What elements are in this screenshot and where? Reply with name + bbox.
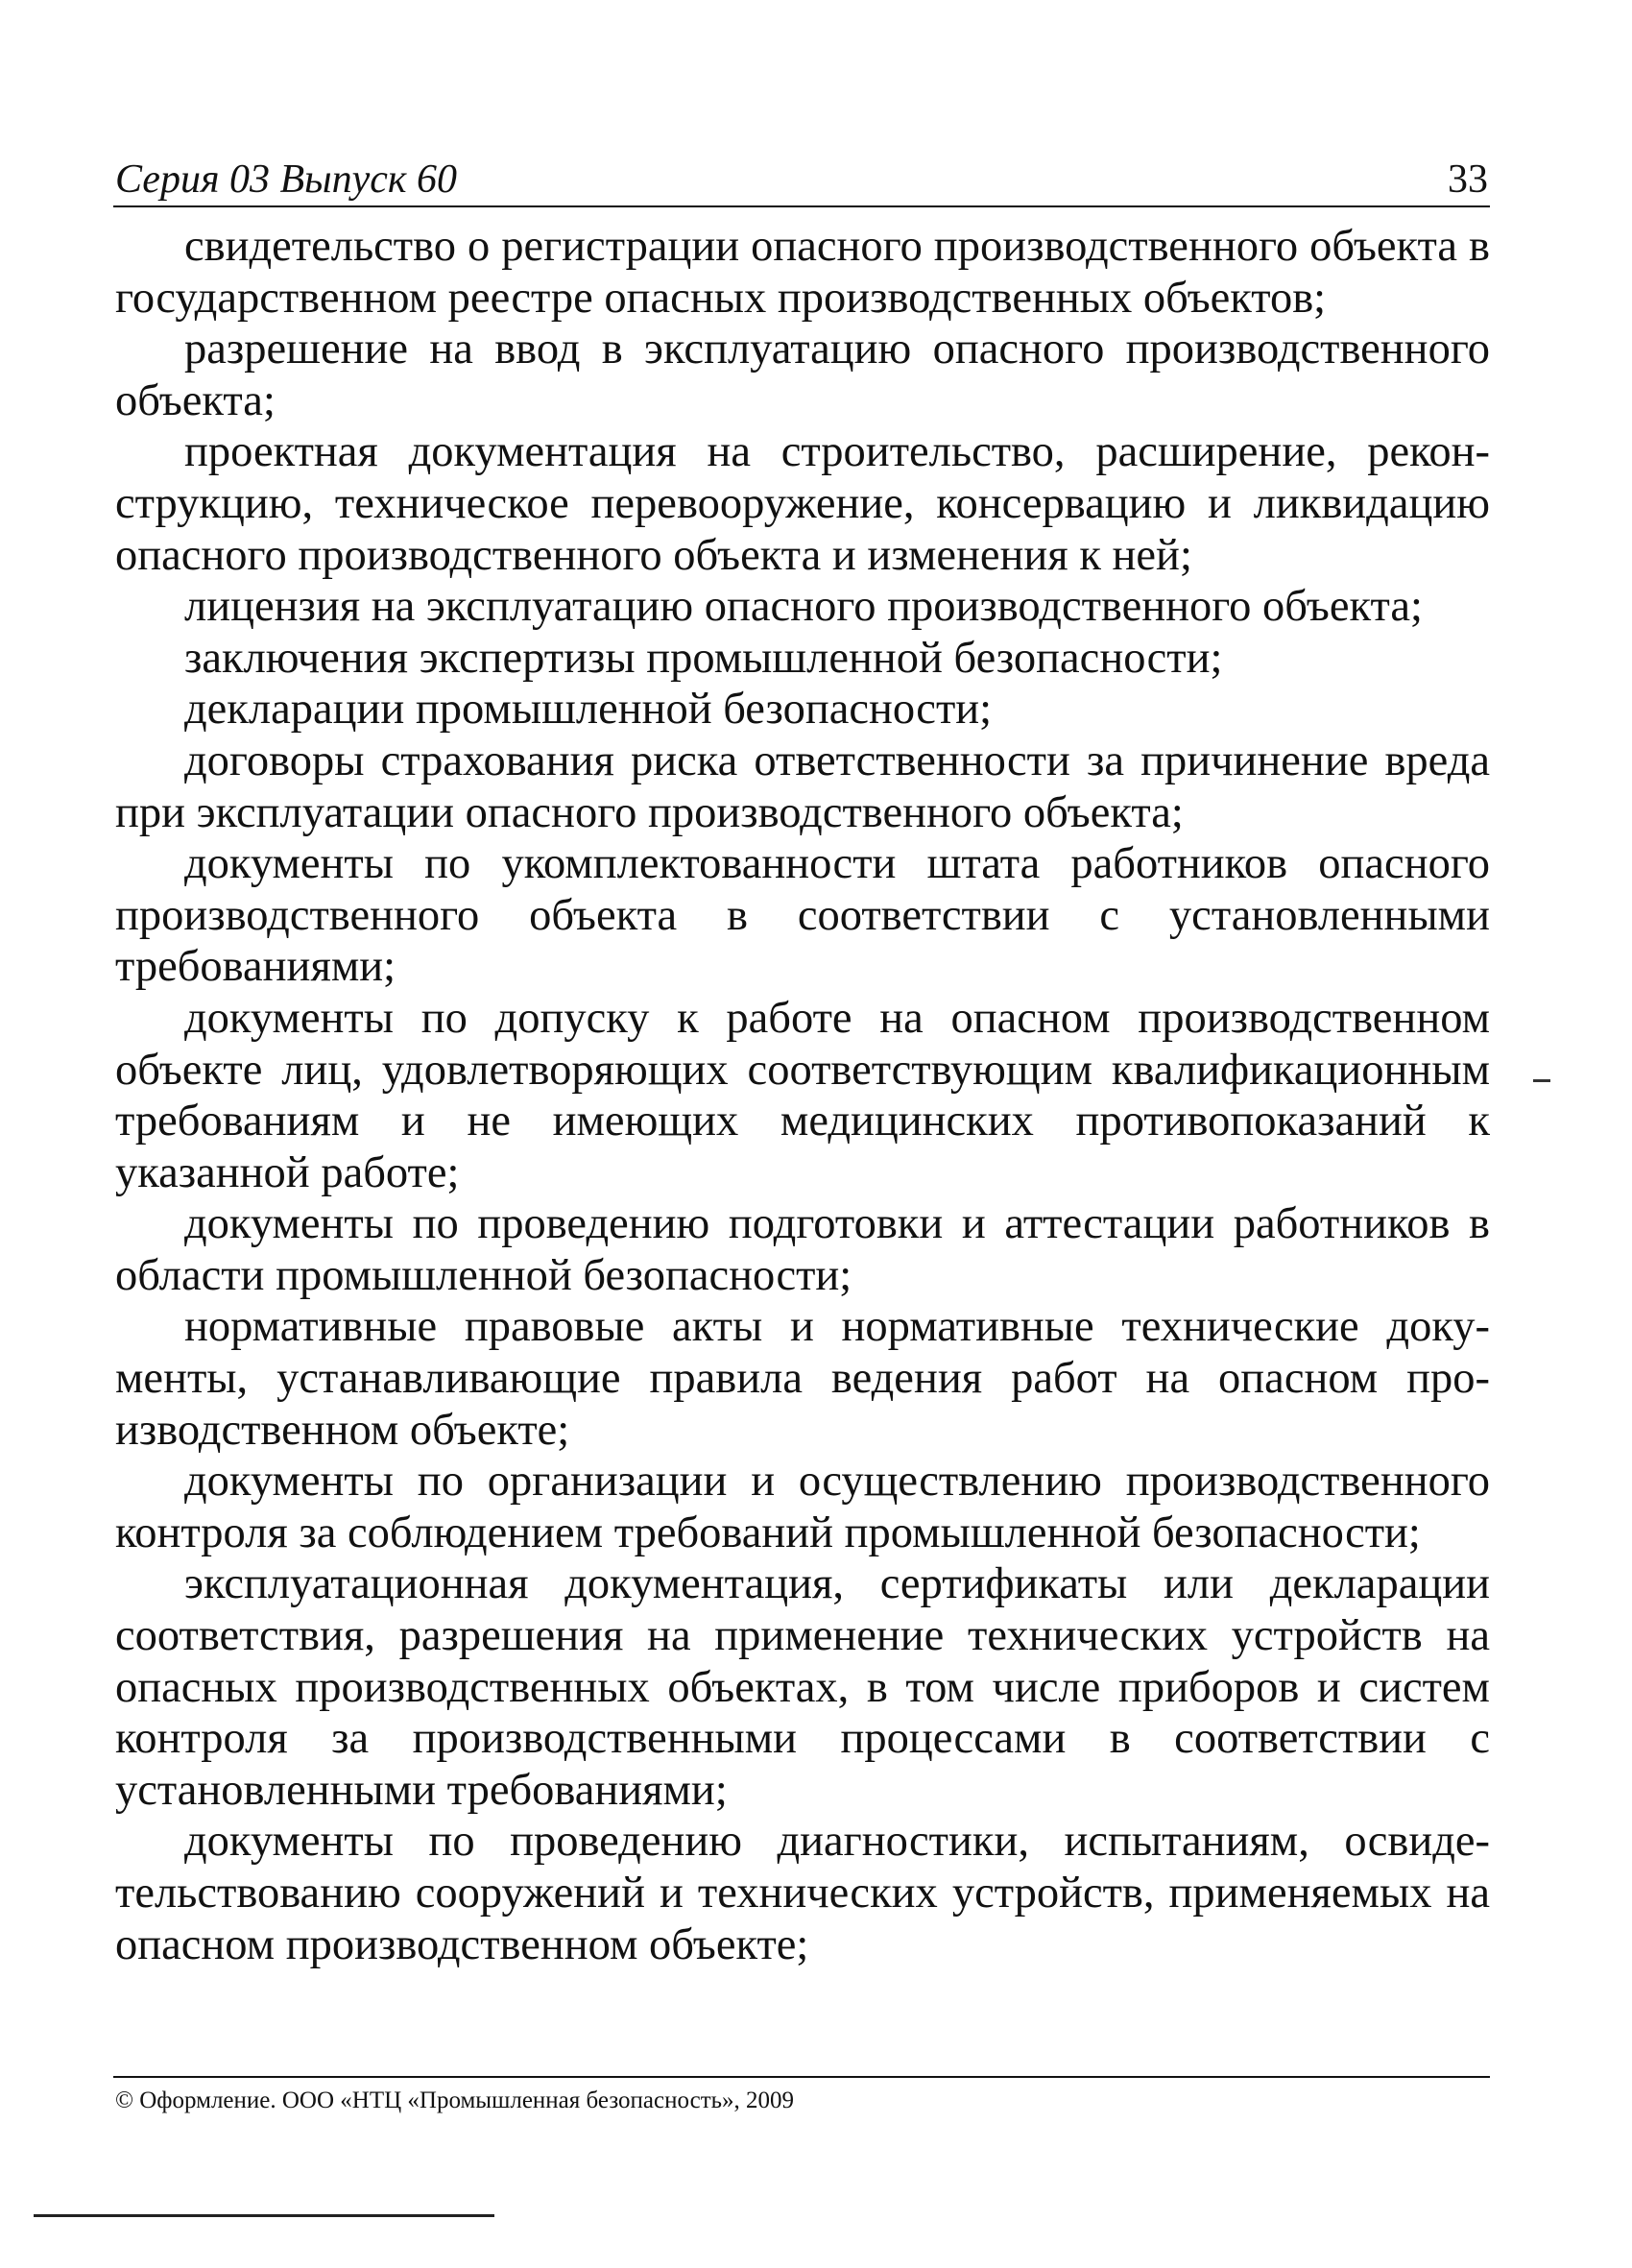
page-number: 33	[1448, 157, 1488, 202]
paragraph: документы по проведению диагностики, испытаниям, освидетельствованию сооружений и технических устройств, применяемых на опасном производственном объекте;	[115, 1817, 1490, 1969]
paragraph: проектная документация на строительство, расширение, реконструкцию, техническое перевооружение, консервацию и ликвидацию опасного производственного объекта и изменения к ней;	[115, 427, 1490, 580]
paragraph: заключения экспертизы промышленной безопасности;	[184, 633, 1223, 683]
paragraph: свидетельство о регистрации опасного производственного объекта в государственном реестре опасных производственных объектов;	[115, 222, 1490, 323]
paragraph: документы по проведению подготовки и аттестации работников в области промышленной безопасности;	[115, 1199, 1490, 1300]
footer-divider	[113, 2076, 1490, 2078]
paragraph: декларации промышленной безопасности;	[184, 685, 993, 735]
paragraph: договоры страхования риска ответственности за причинение вреда при эксплуатации опасного производственного объекта;	[115, 736, 1490, 837]
margin-dash-mark	[1533, 1079, 1550, 1082]
series-title: Серия 03 Выпуск 60	[115, 157, 457, 202]
footer-copyright: © Оформление. ООО «НТЦ «Промышленная безопасность», 2009	[115, 2087, 795, 2113]
header-divider	[113, 205, 1490, 207]
paragraph: лицензия на эксплуатацию опасного производственного объекта;	[184, 582, 1423, 632]
paragraph: разрешение на ввод в эксплуатацию опасного производственного объекта;	[115, 325, 1490, 425]
paragraph: документы по допуску к работе на опасном производственном объекте лиц, удовлетворяющих соответствующим квалификационным требованиям и не имеющих медицинских противопоказаний к указанной работе;	[115, 993, 1490, 1197]
paragraph: документы по организации и осуществлению производственного контроля за соблюдением требований промышленной безопасности;	[115, 1457, 1490, 1557]
document-body	[115, 221, 1490, 1970]
paragraph: нормативные правовые акты и нормативные технические документы, устанавливающие правила ведения работ на опасном производственном объекте;	[115, 1302, 1490, 1455]
running-header	[115, 156, 1488, 205]
paragraph: эксплуатационная документация, сертификаты или декларации соответствия, разрешения на применение технических устройств на опасных производственных объектах, в том числе приборов и систем контроля за производственными процессами в соответствии с установленными требованиями;	[115, 1559, 1490, 1815]
paragraph: документы по укомплектованности штата работников опасного производственного объекта в соответствии с установленными требованиями;	[115, 839, 1490, 992]
scan-edge-line	[34, 2214, 494, 2217]
